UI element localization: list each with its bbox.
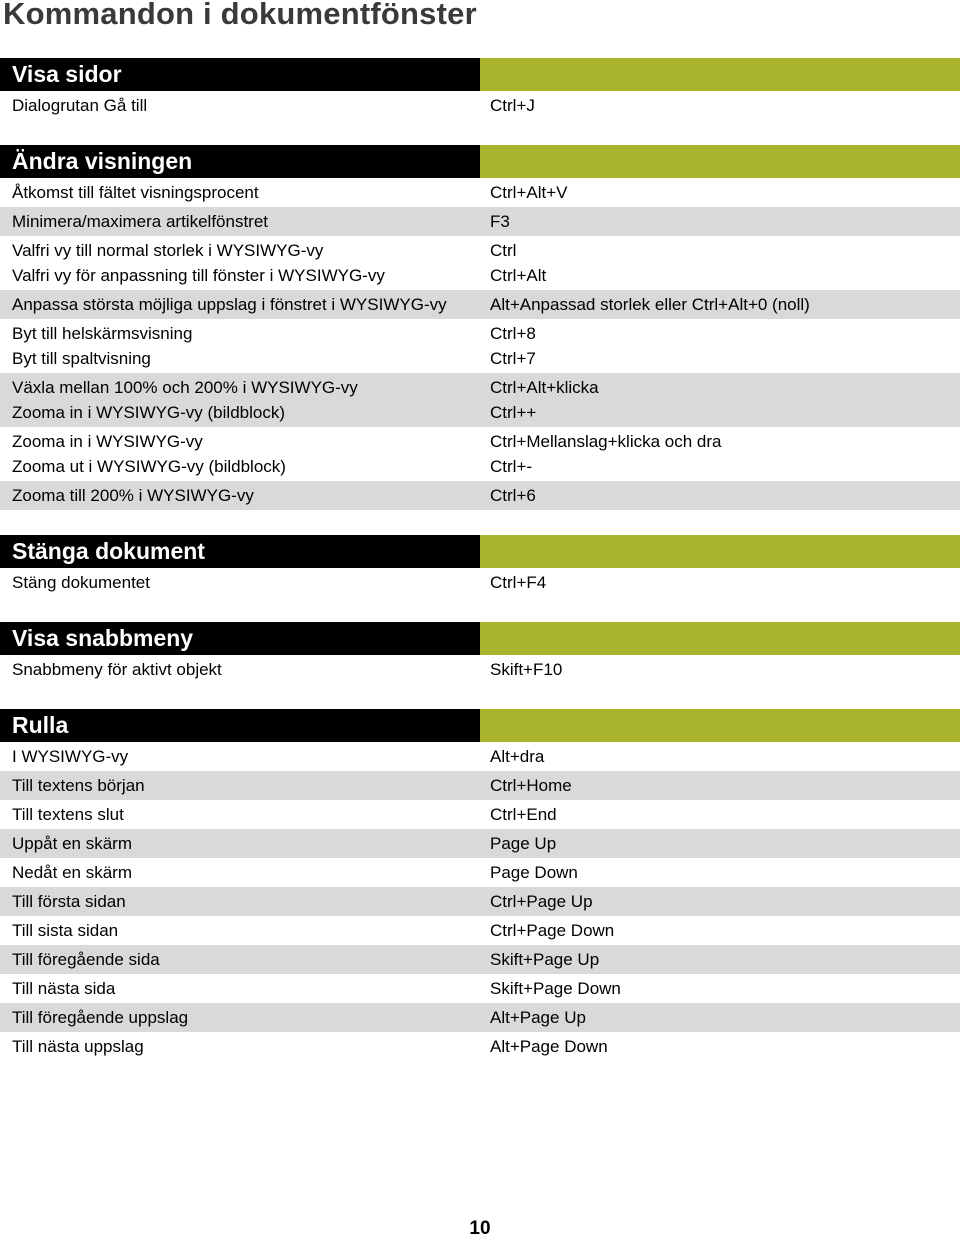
command-label: Snabbmeny för aktivt objekt [12, 659, 222, 679]
shortcut-keys: Ctrl+Alt+V [490, 182, 568, 202]
shortcut-group [0, 829, 960, 858]
shortcut-row [0, 773, 960, 798]
shortcut-group [0, 655, 960, 684]
shortcut-row [0, 889, 960, 914]
shortcut-keys: Skift+Page Up [490, 949, 600, 969]
command-label: Zooma ut i WYSIWYG-vy (bildblock) [12, 456, 286, 476]
shortcut-keys: Ctrl++ [490, 402, 537, 422]
shortcut-keys: Page Down [490, 862, 578, 882]
shortcut-group [0, 887, 960, 916]
shortcut-keys: Ctrl [490, 240, 517, 260]
shortcut-row [0, 400, 960, 425]
shortcut-group [0, 91, 960, 120]
shortcut-sections [0, 58, 960, 1086]
section-header [0, 709, 960, 742]
shortcut-row [0, 860, 960, 885]
command-label: Anpassa största möjliga uppslag i fönstret i WYSIWYG-vy [12, 294, 447, 314]
section [0, 145, 960, 510]
command-label: Till föregående uppslag [12, 1007, 189, 1027]
command-label: Till textens slut [12, 804, 124, 824]
shortcut-row [0, 976, 960, 1001]
command-label: Minimera/maximera artikelfönstret [12, 211, 269, 231]
section-title: Visa sidor [0, 58, 480, 91]
shortcut-keys: Ctrl+Alt+klicka [490, 377, 599, 397]
shortcut-keys: Ctrl+Page Up [490, 891, 593, 911]
shortcut-keys: Ctrl+Mellanslag+klicka och dra [490, 431, 722, 451]
shortcut-keys: Ctrl+Home [490, 775, 572, 795]
shortcut-group [0, 916, 960, 945]
section-header [0, 622, 960, 655]
shortcut-group [0, 427, 960, 481]
shortcut-row [0, 657, 960, 682]
page-number: 10 [469, 1218, 491, 1239]
section-accent-bar [480, 535, 960, 568]
shortcut-row [0, 744, 960, 769]
command-label: Till nästa uppslag [12, 1036, 144, 1056]
shortcut-keys: Ctrl+End [490, 804, 557, 824]
command-label: Uppåt en skärm [12, 833, 132, 853]
section-title: Stänga dokument [0, 535, 480, 568]
shortcut-group [0, 858, 960, 887]
command-label: Zooma till 200% i WYSIWYG-vy [12, 485, 254, 505]
shortcut-group [0, 742, 960, 771]
command-label: Byt till helskärmsvisning [12, 323, 193, 343]
shortcut-group [0, 178, 960, 207]
shortcut-row [0, 483, 960, 508]
shortcut-group [0, 290, 960, 319]
shortcut-group [0, 1032, 960, 1061]
shortcut-group [0, 974, 960, 1003]
shortcut-row [0, 831, 960, 856]
section-accent-bar [480, 709, 960, 742]
shortcut-keys: Ctrl+7 [490, 348, 536, 368]
shortcut-keys: Ctrl+J [490, 95, 535, 115]
shortcut-keys: Page Up [490, 833, 557, 853]
shortcut-row [0, 1005, 960, 1030]
shortcut-keys: Ctrl+Alt [490, 265, 547, 285]
shortcut-keys: F3 [490, 211, 510, 231]
shortcut-group [0, 771, 960, 800]
shortcut-keys: Ctrl+F4 [490, 572, 547, 592]
command-label: Zooma in i WYSIWYG-vy [12, 431, 203, 451]
section-header [0, 58, 960, 91]
section-title: Ändra visningen [0, 145, 480, 178]
command-label: Åtkomst till fältet visningsprocent [12, 182, 259, 202]
command-label: Valfri vy till normal storlek i WYSIWYG-vy [12, 240, 324, 260]
section-header [0, 535, 960, 568]
shortcut-row [0, 93, 960, 118]
shortcut-row [0, 263, 960, 288]
section-accent-bar [480, 145, 960, 178]
section-title: Rulla [0, 709, 480, 742]
section-accent-bar [480, 622, 960, 655]
shortcut-group [0, 236, 960, 290]
section-header [0, 145, 960, 178]
shortcut-row [0, 429, 960, 454]
shortcut-keys: Ctrl+Page Down [490, 920, 615, 940]
shortcut-group [0, 373, 960, 427]
command-label: Stäng dokumentet [12, 572, 150, 592]
shortcut-group [0, 568, 960, 597]
section-accent-bar [480, 58, 960, 91]
shortcut-row [0, 346, 960, 371]
command-label: Byt till spaltvisning [12, 348, 151, 368]
command-label: Till nästa sida [12, 978, 116, 998]
section [0, 535, 960, 597]
shortcut-row [0, 292, 960, 317]
shortcut-keys: Ctrl+- [490, 456, 533, 476]
shortcut-group [0, 207, 960, 236]
shortcut-row [0, 1034, 960, 1059]
shortcut-row [0, 802, 960, 827]
section-title: Visa snabbmeny [0, 622, 480, 655]
command-label: Till första sidan [12, 891, 126, 911]
shortcut-keys: Ctrl+8 [490, 323, 536, 343]
command-label: Till textens början [12, 775, 145, 795]
command-label: Zooma in i WYSIWYG-vy (bildblock) [12, 402, 285, 422]
shortcut-keys: Skift+Page Down [490, 978, 621, 998]
command-label: Dialogrutan Gå till [12, 95, 148, 115]
shortcut-row [0, 375, 960, 400]
shortcut-row [0, 321, 960, 346]
section [0, 622, 960, 684]
command-label: I WYSIWYG-vy [12, 746, 129, 766]
shortcut-keys: Skift+F10 [490, 659, 563, 679]
shortcut-row [0, 180, 960, 205]
shortcut-row [0, 918, 960, 943]
shortcut-keys: Alt+Anpassad storlek eller Ctrl+Alt+0 (noll) [490, 294, 810, 314]
shortcut-group [0, 481, 960, 510]
shortcut-row [0, 947, 960, 972]
shortcut-row [0, 209, 960, 234]
shortcut-group [0, 319, 960, 373]
section [0, 58, 960, 120]
shortcut-keys: Ctrl+6 [490, 485, 536, 505]
command-label: Valfri vy för anpassning till fönster i WYSIWYG-vy [12, 265, 385, 285]
shortcut-row [0, 570, 960, 595]
shortcut-group [0, 800, 960, 829]
shortcut-group [0, 1003, 960, 1032]
command-label: Växla mellan 100% och 200% i WYSIWYG-vy [12, 377, 358, 397]
section [0, 709, 960, 1061]
shortcut-row [0, 454, 960, 479]
shortcut-keys: Alt+Page Down [490, 1036, 608, 1056]
page-title: Kommandon i dokumentfönster [3, 0, 477, 31]
shortcut-group [0, 945, 960, 974]
shortcut-keys: Alt+Page Up [490, 1007, 586, 1027]
shortcut-row [0, 238, 960, 263]
command-label: Till sista sidan [12, 920, 119, 940]
shortcut-keys: Alt+dra [490, 746, 545, 766]
command-label: Nedåt en skärm [12, 862, 132, 882]
command-label: Till föregående sida [12, 949, 160, 969]
